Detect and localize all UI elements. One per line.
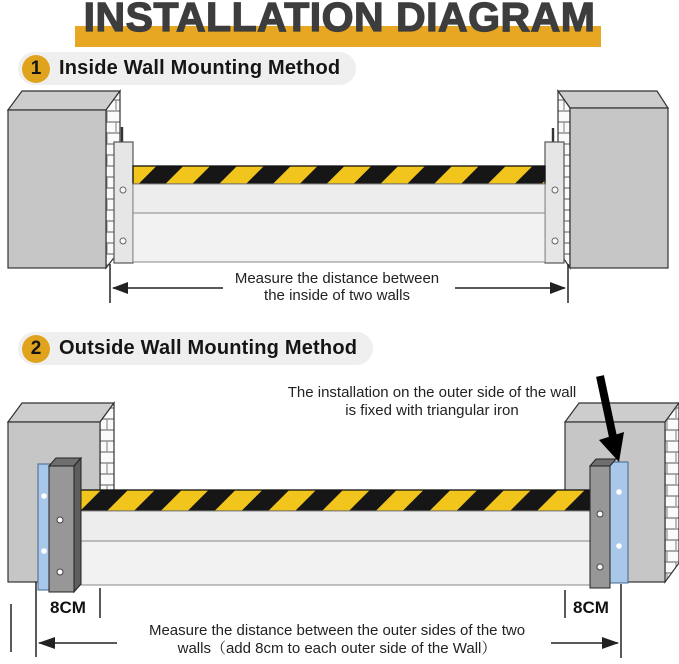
wall-front-face <box>570 108 668 268</box>
arrowhead-right-icon <box>550 282 566 294</box>
inside-measure-line1: Measure the distance between <box>234 270 440 287</box>
screw <box>597 511 603 517</box>
diagram2-left-bracket <box>38 458 81 592</box>
outside-measure-line2: walls（add 8cm to each outer side of the Wall） <box>177 640 497 657</box>
screw <box>120 238 126 244</box>
section1-heading: Inside Wall Mounting Method <box>59 57 341 79</box>
mount-strip-blue <box>610 462 628 583</box>
bolt-dot <box>616 543 622 549</box>
arrowhead-right-icon <box>602 637 619 649</box>
section2-header <box>18 332 373 365</box>
section2-heading: Outside Wall Mounting Method <box>59 337 358 359</box>
mount-plate <box>545 142 564 263</box>
bolt-dot <box>41 493 47 499</box>
wall-top-face <box>8 403 114 422</box>
bolt-dot <box>41 548 47 554</box>
screw <box>57 569 63 575</box>
section1-number-badge: 1 <box>22 55 50 83</box>
mount-strip-blue <box>38 464 50 590</box>
outside-measure-caption <box>113 622 561 658</box>
screw <box>552 187 558 193</box>
barrier-body-lower <box>62 541 592 585</box>
barrier-body-upper <box>133 184 545 213</box>
arrowhead-left-icon <box>112 282 128 294</box>
section2-number-badge: 2 <box>22 335 50 363</box>
wall-top-face <box>8 91 120 110</box>
wall-front-face <box>8 110 106 268</box>
right-offset-label: 8CM <box>573 598 609 617</box>
diagram1-left-mount-plate <box>114 127 133 263</box>
hazard-stripe-band <box>62 490 592 511</box>
diagram1-barrier <box>133 166 545 262</box>
section1-header <box>18 52 356 85</box>
diagram1-right-mount-plate <box>545 128 564 263</box>
diagram1-left-wall <box>8 91 120 268</box>
inside-measure-caption <box>179 270 495 304</box>
wall-top-face <box>558 91 668 108</box>
hazard-stripe-band <box>133 166 545 184</box>
screw <box>597 564 603 570</box>
barrier-body-lower <box>133 213 545 262</box>
outer-mount-note-line1: The installation on the outer side of the wall <box>287 384 577 401</box>
screw <box>552 238 558 244</box>
arrowhead-left-icon <box>38 637 55 649</box>
diagram2-barrier <box>62 490 592 585</box>
diagram2-right-bracket <box>590 459 628 588</box>
barrier-body-upper <box>62 511 592 541</box>
diagram1-right-wall <box>558 91 668 268</box>
wall-brick-face <box>665 403 679 582</box>
outer-mount-note <box>262 384 602 420</box>
screw <box>57 517 63 523</box>
bolt-dot <box>616 489 622 495</box>
mount-plate <box>114 142 133 263</box>
left-offset-label: 8CM <box>50 598 86 617</box>
outside-measure-line1: Measure the distance between the outer sides of the two <box>148 622 526 639</box>
outer-mount-note-line2: is fixed with triangular iron <box>345 402 519 419</box>
bracket-side-face <box>74 458 81 592</box>
screw <box>120 187 126 193</box>
inside-measure-line2: the inside of two walls <box>264 287 410 304</box>
page-title: INSTALLATION DIAGRAM <box>83 0 596 40</box>
